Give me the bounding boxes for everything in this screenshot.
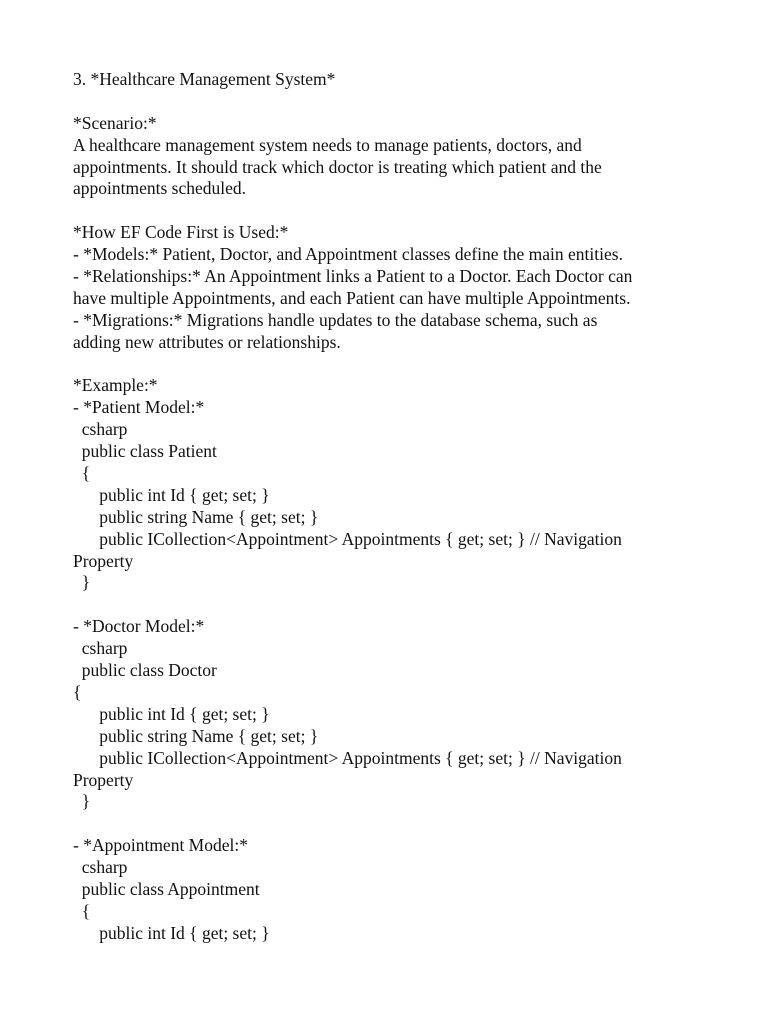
patient-model-line: public string Name { get; set; }: [73, 506, 319, 527]
ef-usage-section: [73, 222, 713, 353]
patient-model-line: csharp: [73, 419, 128, 440]
patient-model-line: public int Id { get; set; }: [73, 484, 270, 505]
paragraph-gap: [73, 200, 713, 222]
scenario-section: [73, 113, 713, 201]
patient-model-line: {: [73, 463, 91, 484]
document-title: 3. *Healthcare Management System*: [73, 69, 336, 89]
scenario-line: A healthcare management system needs to manage patients, doctors, and: [73, 134, 582, 155]
doctor-model-line: public ICollection<Appointment> Appointments { get; set; } // Navigation: [73, 747, 622, 768]
patient-model-block: [73, 397, 713, 594]
doctor-model-line: Property: [73, 769, 134, 790]
doctor-model-line: - *Doctor Model:*: [73, 616, 205, 637]
doctor-model-block: [73, 616, 713, 813]
paragraph-gap: [73, 91, 713, 113]
appointment-model-line: csharp: [73, 857, 128, 878]
appointment-model-line: public class Appointment: [73, 878, 260, 899]
paragraph-gap: [73, 594, 713, 616]
ef-usage-line: - *Relationships:* An Appointment links a Patient to a Doctor. Each Doctor can: [73, 266, 633, 287]
ef-usage-heading: *How EF Code First is Used:*: [73, 222, 289, 243]
doctor-model-line: public int Id { get; set; }: [73, 703, 270, 724]
paragraph-gap: [73, 813, 713, 835]
appointment-model-line: public int Id { get; set; }: [73, 922, 270, 943]
patient-model-line: public class Patient: [73, 441, 217, 462]
appointment-model-block: [73, 835, 713, 944]
example-heading: *Example:*: [73, 375, 158, 396]
appointment-model-line: - *Appointment Model:*: [73, 835, 248, 856]
document-body: [73, 69, 713, 945]
example-section: [73, 375, 713, 944]
doctor-model-line: public class Doctor: [73, 660, 217, 681]
patient-model-line: }: [73, 572, 91, 593]
ef-usage-line: - *Models:* Patient, Doctor, and Appointment classes define the main entities.: [73, 244, 623, 265]
scenario-heading: *Scenario:*: [73, 112, 157, 133]
patient-model-line: - *Patient Model:*: [73, 397, 205, 418]
patient-model-line: public ICollection<Appointment> Appointments { get; set; } // Navigation: [73, 528, 622, 549]
ef-usage-line: adding new attributes or relationships.: [73, 331, 341, 352]
doctor-model-line: public string Name { get; set; }: [73, 725, 319, 746]
doctor-model-line: }: [73, 791, 91, 812]
paragraph-gap: [73, 354, 713, 376]
ef-usage-line: have multiple Appointments, and each Patient can have multiple Appointments.: [73, 287, 631, 308]
ef-usage-line: - *Migrations:* Migrations handle updates to the database schema, such as: [73, 309, 598, 330]
patient-model-line: Property: [73, 550, 134, 571]
doctor-model-line: csharp: [73, 638, 128, 659]
scenario-line: appointments scheduled.: [73, 178, 247, 199]
appointment-model-line: {: [73, 900, 91, 921]
doctor-model-line: {: [73, 681, 82, 702]
scenario-line: appointments. It should track which doctor is treating which patient and the: [73, 156, 602, 177]
